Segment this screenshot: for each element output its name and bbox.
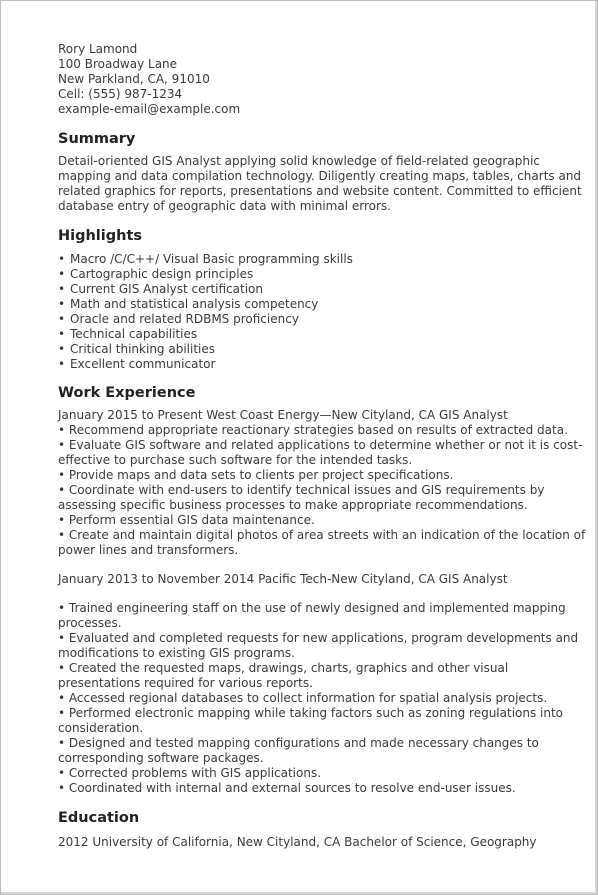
contact-phone: Cell: (555) 987-1234 [58, 87, 183, 101]
education-entry: 2012 University of California, New Cityland, CA Bachelor of Science, Geography [58, 835, 537, 849]
job-bullet: • Perform essential GIS data maintenance. [58, 513, 315, 527]
highlight-item: • Technical capabilities [70, 327, 591, 342]
summary-heading: Summary [58, 131, 136, 147]
job-bullet: • Performed electronic mapping while taking factors such as zoning regulations into consideration. [58, 706, 564, 735]
job-header: January 2013 to November 2014 Pacific Tech-New Cityland, CA GIS Analyst [58, 572, 508, 586]
work-experience-heading: Work Experience [58, 385, 196, 401]
job-bullet: • Coordinate with end-users to identify technical issues and GIS requirements by assessing specific business processes to make appropriate recommendations. [58, 483, 545, 512]
highlight-item: • Cartographic design principles [70, 267, 591, 282]
job-entry [58, 572, 591, 796]
summary-text: Detail-oriented GIS Analyst applying solid knowledge of field-related geographic mapping and data compilation technology. Diligently creating maps, tables, charts and related graphics for reports, presentations and website content. Committed to efficient database entry of geographic data with minimal errors. [58, 154, 582, 213]
highlight-item: • Macro /C/C++/ Visual Basic programming skills [70, 252, 591, 267]
job-bullet: • Created the requested maps, drawings, charts, graphics and other visual presentations required for various reports. [58, 661, 509, 690]
job-bullet: • Accessed regional databases to collect information for spatial analysis projects. [58, 691, 548, 705]
job-bullet: • Corrected problems with GIS applications. [58, 766, 322, 780]
job-bullets [58, 423, 591, 558]
highlight-item: • Critical thinking abilities [70, 342, 591, 357]
contact-city: New Parkland, CA, 91010 [58, 72, 210, 86]
highlight-item: • Current GIS Analyst certification [70, 282, 591, 297]
highlight-item: • Oracle and related RDBMS proficiency [70, 312, 591, 327]
contact-block [58, 42, 591, 117]
job-bullet: • Create and maintain digital photos of area streets with an indication of the location of power lines and transformers. [58, 528, 586, 557]
education-section [58, 809, 591, 850]
job-bullet: • Trained engineering staff on the use of newly designed and implemented mapping processes. [58, 601, 566, 630]
job-header: January 2015 to Present West Coast Energy—New Cityland, CA GIS Analyst [58, 408, 508, 422]
job-bullet: • Evaluated and completed requests for new applications, program developments and modifications to existing GIS programs. [58, 631, 579, 660]
highlight-item: • Excellent communicator [70, 357, 591, 372]
highlight-item: • Math and statistical analysis competency [70, 297, 591, 312]
contact-email: example-email@example.com [58, 102, 241, 116]
job-bullet: • Recommend appropriate reactionary strategies based on results of extracted data. [58, 423, 568, 437]
highlights-list [58, 252, 591, 372]
highlights-heading: Highlights [58, 228, 143, 244]
job-bullet: • Provide maps and data sets to clients per project specifications. [58, 468, 454, 482]
job-bullet: • Designed and tested mapping configurations and made necessary changes to corresponding software packages. [58, 736, 539, 765]
job-entry [58, 408, 591, 558]
contact-address: 100 Broadway Lane [58, 57, 178, 71]
education-heading: Education [58, 810, 140, 826]
work-experience-section [58, 384, 591, 796]
contact-name: Rory Lamond [58, 42, 138, 56]
job-bullet: • Evaluate GIS software and related applications to determine whether or not it is cost-effective to purchase such software for the intended tasks. [58, 438, 583, 467]
summary-section [58, 130, 591, 214]
job-bullets [58, 601, 591, 796]
job-bullet: • Coordinated with internal and external sources to resolve end-user issues. [58, 781, 516, 795]
highlights-section [58, 227, 591, 372]
